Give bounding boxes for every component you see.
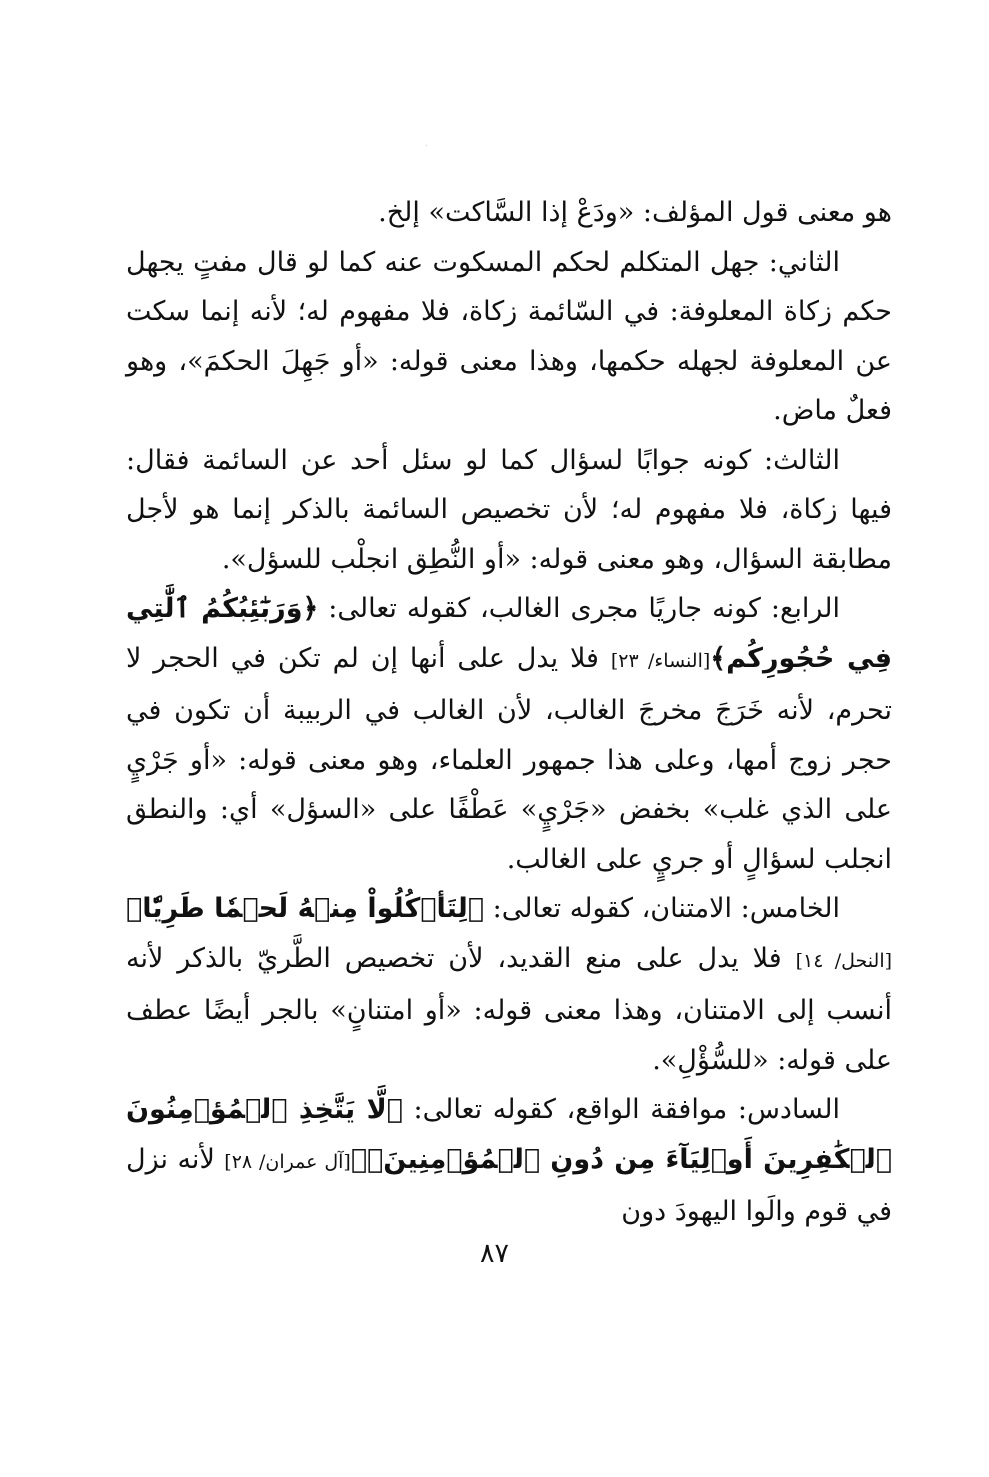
paragraph-text: فلا يدل على أنها إن لم تكن في الحجر لا تحرم، لأنه خَرَجَ مخرجَ الغالب، لأن الغالب في الربيبة أن تكون في حجر زوج أمها، وعلى هذا جمهور العلماء، وهو معنى قوله: «أو جَرْيٍ على الذي غلب» بخفض «جَرْيٍ» عَطْفًا على «السؤل» أي: والنطق انجلب لسؤالٍ أو جريٍ على الغالب. xyxy=(126,642,892,875)
scan-mark xyxy=(426,145,427,146)
paragraph-text: السادس: موافقة الواقع، كقوله تعالى: xyxy=(402,1094,840,1125)
paragraph-text: الخامس: الامتنان، كقوله تعالى: xyxy=(483,893,840,924)
paragraph-second: الثاني: جهل المتكلم لحكم المسكوت عنه كما لو قال مفتٍ يجهل حكم زكاة المعلوفة: في السّائمة زكاة، فلا مفهوم له؛ لأنه إنما سكت عن المعلوفة لجهله حكمها، وهذا معنى قوله: «أو جَهِلَ الحكمَ»، وهو فعلٌ ماض. xyxy=(126,246,892,426)
verse-reference: [النساء/ ٢٣] xyxy=(610,649,711,672)
paragraph-third: الثالث: كونه جوابًا لسؤال كما لو سئل أحد عن السائمة فقال: فيها زكاة، فلا مفهوم له؛ لأن تخصيص السائمة بالذكر إنما هو لأجل مطابقة السؤال، وهو معنى قوله: «أو النُّطِق انجلْب للسؤل». xyxy=(126,444,892,575)
verse-reference: [النحل/ ١٤] xyxy=(795,949,893,972)
paragraph-sixth xyxy=(126,1085,892,1237)
quran-verse: ﴿وَرَبَٰٓئِبُكُمُ ٱلَّٰتِي فِي حُجُورِكُم﴾ xyxy=(126,593,893,674)
body-text xyxy=(126,188,892,1237)
quran-verse: ﴿لَّا يَتَّخِذِ ٱلۡمُؤۡمِنُونَ ٱلۡكَٰفِرِينَ أَوۡلِيَآءَ مِن دُونِ ٱلۡمُؤۡمِنِينَۖ﴾ xyxy=(126,1094,892,1175)
paragraph-text: الرابع: كونه جاريًا مجرى الغالب، كقوله تعالى: xyxy=(318,593,840,624)
paragraph-text: فلا يدل على منع القديد، لأن تخصيص الطَّريّ بالذكر لأنه أنسب إلى الامتنان، وهذا معنى قوله: «أو امتنانٍ» بالجر أيضًا عطف على قوله: «للسُّؤْلِ». xyxy=(126,942,892,1076)
paragraph-continuation: هو معنى قول المؤلف: «ودَعْ إذا السَّاكت» إلخ. xyxy=(378,197,892,228)
paragraph-fourth xyxy=(126,584,892,884)
paragraph-fifth xyxy=(126,884,892,1085)
page-number: ٨٧ xyxy=(479,1238,509,1269)
paragraph-text: لأنه نزل في قوم والَوا اليهودَ دون xyxy=(126,1143,892,1227)
quran-verse: ﴿لِتَأۡكُلُواْ مِنۡهُ لَحۡمٗا طَرِيّٗا﴾ xyxy=(126,893,484,924)
verse-reference: [آل عمران/ ٢٨] xyxy=(224,1150,351,1173)
